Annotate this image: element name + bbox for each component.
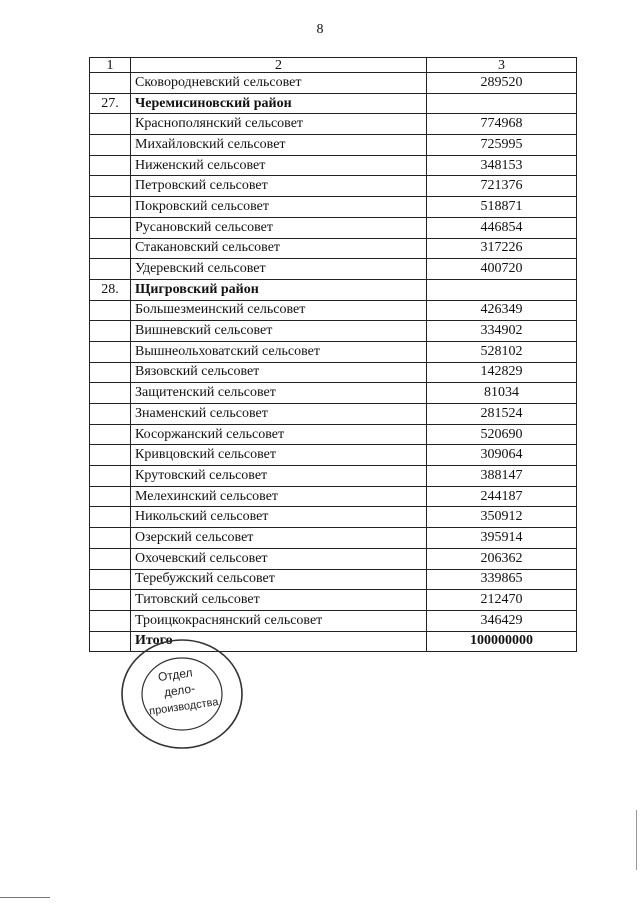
table-row xyxy=(90,610,577,631)
row-number-cell xyxy=(90,383,131,404)
row-name-cell: Теребужский сельсовет xyxy=(131,569,427,590)
district-row xyxy=(90,93,577,114)
table-row xyxy=(90,404,577,425)
row-name-cell: Михайловский сельсовет xyxy=(131,135,427,156)
row-number-cell xyxy=(90,176,131,197)
department-stamp xyxy=(118,636,246,752)
row-number-cell xyxy=(90,590,131,611)
row-number-cell xyxy=(90,217,131,238)
row-number-cell xyxy=(90,507,131,528)
row-value-cell: 142829 xyxy=(427,362,577,383)
row-value-cell: 212470 xyxy=(427,590,577,611)
row-number-cell xyxy=(90,486,131,507)
row-number-cell xyxy=(90,362,131,383)
page-number: 8 xyxy=(316,22,324,37)
table-row xyxy=(90,259,577,280)
row-value-cell: 244187 xyxy=(427,486,577,507)
row-number-cell xyxy=(90,569,131,590)
row-name-cell: Косоржанский сельсовет xyxy=(131,424,427,445)
table-row xyxy=(90,114,577,135)
row-number-cell xyxy=(90,135,131,156)
row-value-cell: 309064 xyxy=(427,445,577,466)
row-name-cell: Стакановский сельсовет xyxy=(131,238,427,259)
row-name-cell: Щигровский район xyxy=(131,279,427,300)
row-number-cell xyxy=(90,404,131,425)
row-value-cell: 317226 xyxy=(427,238,577,259)
row-name-cell: Сковородневский сельсовет xyxy=(131,73,427,94)
row-name-cell: Большезмеинский сельсовет xyxy=(131,300,427,321)
row-value-cell: 348153 xyxy=(427,155,577,176)
header-col-3: 3 xyxy=(427,58,577,73)
row-value-cell: 774968 xyxy=(427,114,577,135)
row-value-cell: 206362 xyxy=(427,548,577,569)
row-name-cell: Троицкокраснянский сельсовет xyxy=(131,610,427,631)
row-number-cell: 28. xyxy=(90,279,131,300)
row-name-cell: Ниженский сельсовет xyxy=(131,155,427,176)
row-name-cell: Итого xyxy=(131,631,427,652)
row-name-cell: Вышнеольховатский сельсовет xyxy=(131,341,427,362)
table-header-row xyxy=(90,58,577,73)
table-row xyxy=(90,300,577,321)
row-name-cell: Мелехинский сельсовет xyxy=(131,486,427,507)
row-value-cell xyxy=(427,93,577,114)
row-value-cell: 289520 xyxy=(427,73,577,94)
row-name-cell: Вишневский сельсовет xyxy=(131,321,427,342)
row-value-cell: 721376 xyxy=(427,176,577,197)
row-number-cell xyxy=(90,114,131,135)
row-value-cell: 281524 xyxy=(427,404,577,425)
row-name-cell: Кривцовский сельсовет xyxy=(131,445,427,466)
row-number-cell xyxy=(90,548,131,569)
table-row xyxy=(90,362,577,383)
table-row xyxy=(90,176,577,197)
row-value-cell: 395914 xyxy=(427,528,577,549)
header-col-2: 2 xyxy=(131,58,427,73)
row-value-cell: 81034 xyxy=(427,383,577,404)
table-row xyxy=(90,155,577,176)
table-row xyxy=(90,486,577,507)
row-name-cell: Краснополянский сельсовет xyxy=(131,114,427,135)
table-row xyxy=(90,445,577,466)
table-row xyxy=(90,528,577,549)
table-row xyxy=(90,424,577,445)
row-number-cell xyxy=(90,528,131,549)
row-value-cell: 346429 xyxy=(427,610,577,631)
row-number-cell xyxy=(90,238,131,259)
row-name-cell: Защитенский сельсовет xyxy=(131,383,427,404)
stamp-line-3: производства xyxy=(148,696,220,718)
row-value-cell: 725995 xyxy=(427,135,577,156)
row-value-cell: 100000000 xyxy=(427,631,577,652)
scan-edge-line xyxy=(636,810,637,870)
row-name-cell: Вязовский сельсовет xyxy=(131,362,427,383)
row-name-cell: Охочевский сельсовет xyxy=(131,548,427,569)
table-row xyxy=(90,548,577,569)
table-row xyxy=(90,73,577,94)
table-row xyxy=(90,135,577,156)
stamp-line-2: дело- xyxy=(163,681,196,700)
table-row xyxy=(90,321,577,342)
row-name-cell: Покровский сельсовет xyxy=(131,197,427,218)
row-name-cell: Удеревский сельсовет xyxy=(131,259,427,280)
row-number-cell xyxy=(90,445,131,466)
district-row xyxy=(90,279,577,300)
table-row xyxy=(90,466,577,487)
row-number-cell xyxy=(90,466,131,487)
row-value-cell: 426349 xyxy=(427,300,577,321)
scan-artifact-line xyxy=(0,897,50,898)
row-value-cell: 388147 xyxy=(427,466,577,487)
row-number-cell xyxy=(90,300,131,321)
table-row xyxy=(90,341,577,362)
table-row xyxy=(90,569,577,590)
row-number-cell xyxy=(90,341,131,362)
table-row xyxy=(90,507,577,528)
table-row xyxy=(90,197,577,218)
row-number-cell xyxy=(90,155,131,176)
header-col-1: 1 xyxy=(90,58,131,73)
row-number-cell xyxy=(90,321,131,342)
row-number-cell xyxy=(90,73,131,94)
allocation-table xyxy=(89,57,577,652)
row-value-cell: 518871 xyxy=(427,197,577,218)
stamp-line-1: Отдел xyxy=(157,665,194,685)
row-value-cell: 520690 xyxy=(427,424,577,445)
row-number-cell: 27. xyxy=(90,93,131,114)
table-row xyxy=(90,590,577,611)
row-number-cell xyxy=(90,259,131,280)
table-row xyxy=(90,383,577,404)
row-value-cell xyxy=(427,279,577,300)
row-value-cell: 339865 xyxy=(427,569,577,590)
row-name-cell: Черемисиновский район xyxy=(131,93,427,114)
row-name-cell: Знаменский сельсовет xyxy=(131,404,427,425)
row-value-cell: 350912 xyxy=(427,507,577,528)
row-name-cell: Крутовский сельсовет xyxy=(131,466,427,487)
table-row xyxy=(90,217,577,238)
table-row xyxy=(90,238,577,259)
row-name-cell: Никольский сельсовет xyxy=(131,507,427,528)
row-value-cell: 528102 xyxy=(427,341,577,362)
row-name-cell: Петровский сельсовет xyxy=(131,176,427,197)
row-value-cell: 400720 xyxy=(427,259,577,280)
row-number-cell xyxy=(90,424,131,445)
row-name-cell: Титовский сельсовет xyxy=(131,590,427,611)
row-number-cell xyxy=(90,197,131,218)
row-name-cell: Русановский сельсовет xyxy=(131,217,427,238)
row-name-cell: Озерский сельсовет xyxy=(131,528,427,549)
row-value-cell: 334902 xyxy=(427,321,577,342)
row-number-cell xyxy=(90,610,131,631)
row-value-cell: 446854 xyxy=(427,217,577,238)
